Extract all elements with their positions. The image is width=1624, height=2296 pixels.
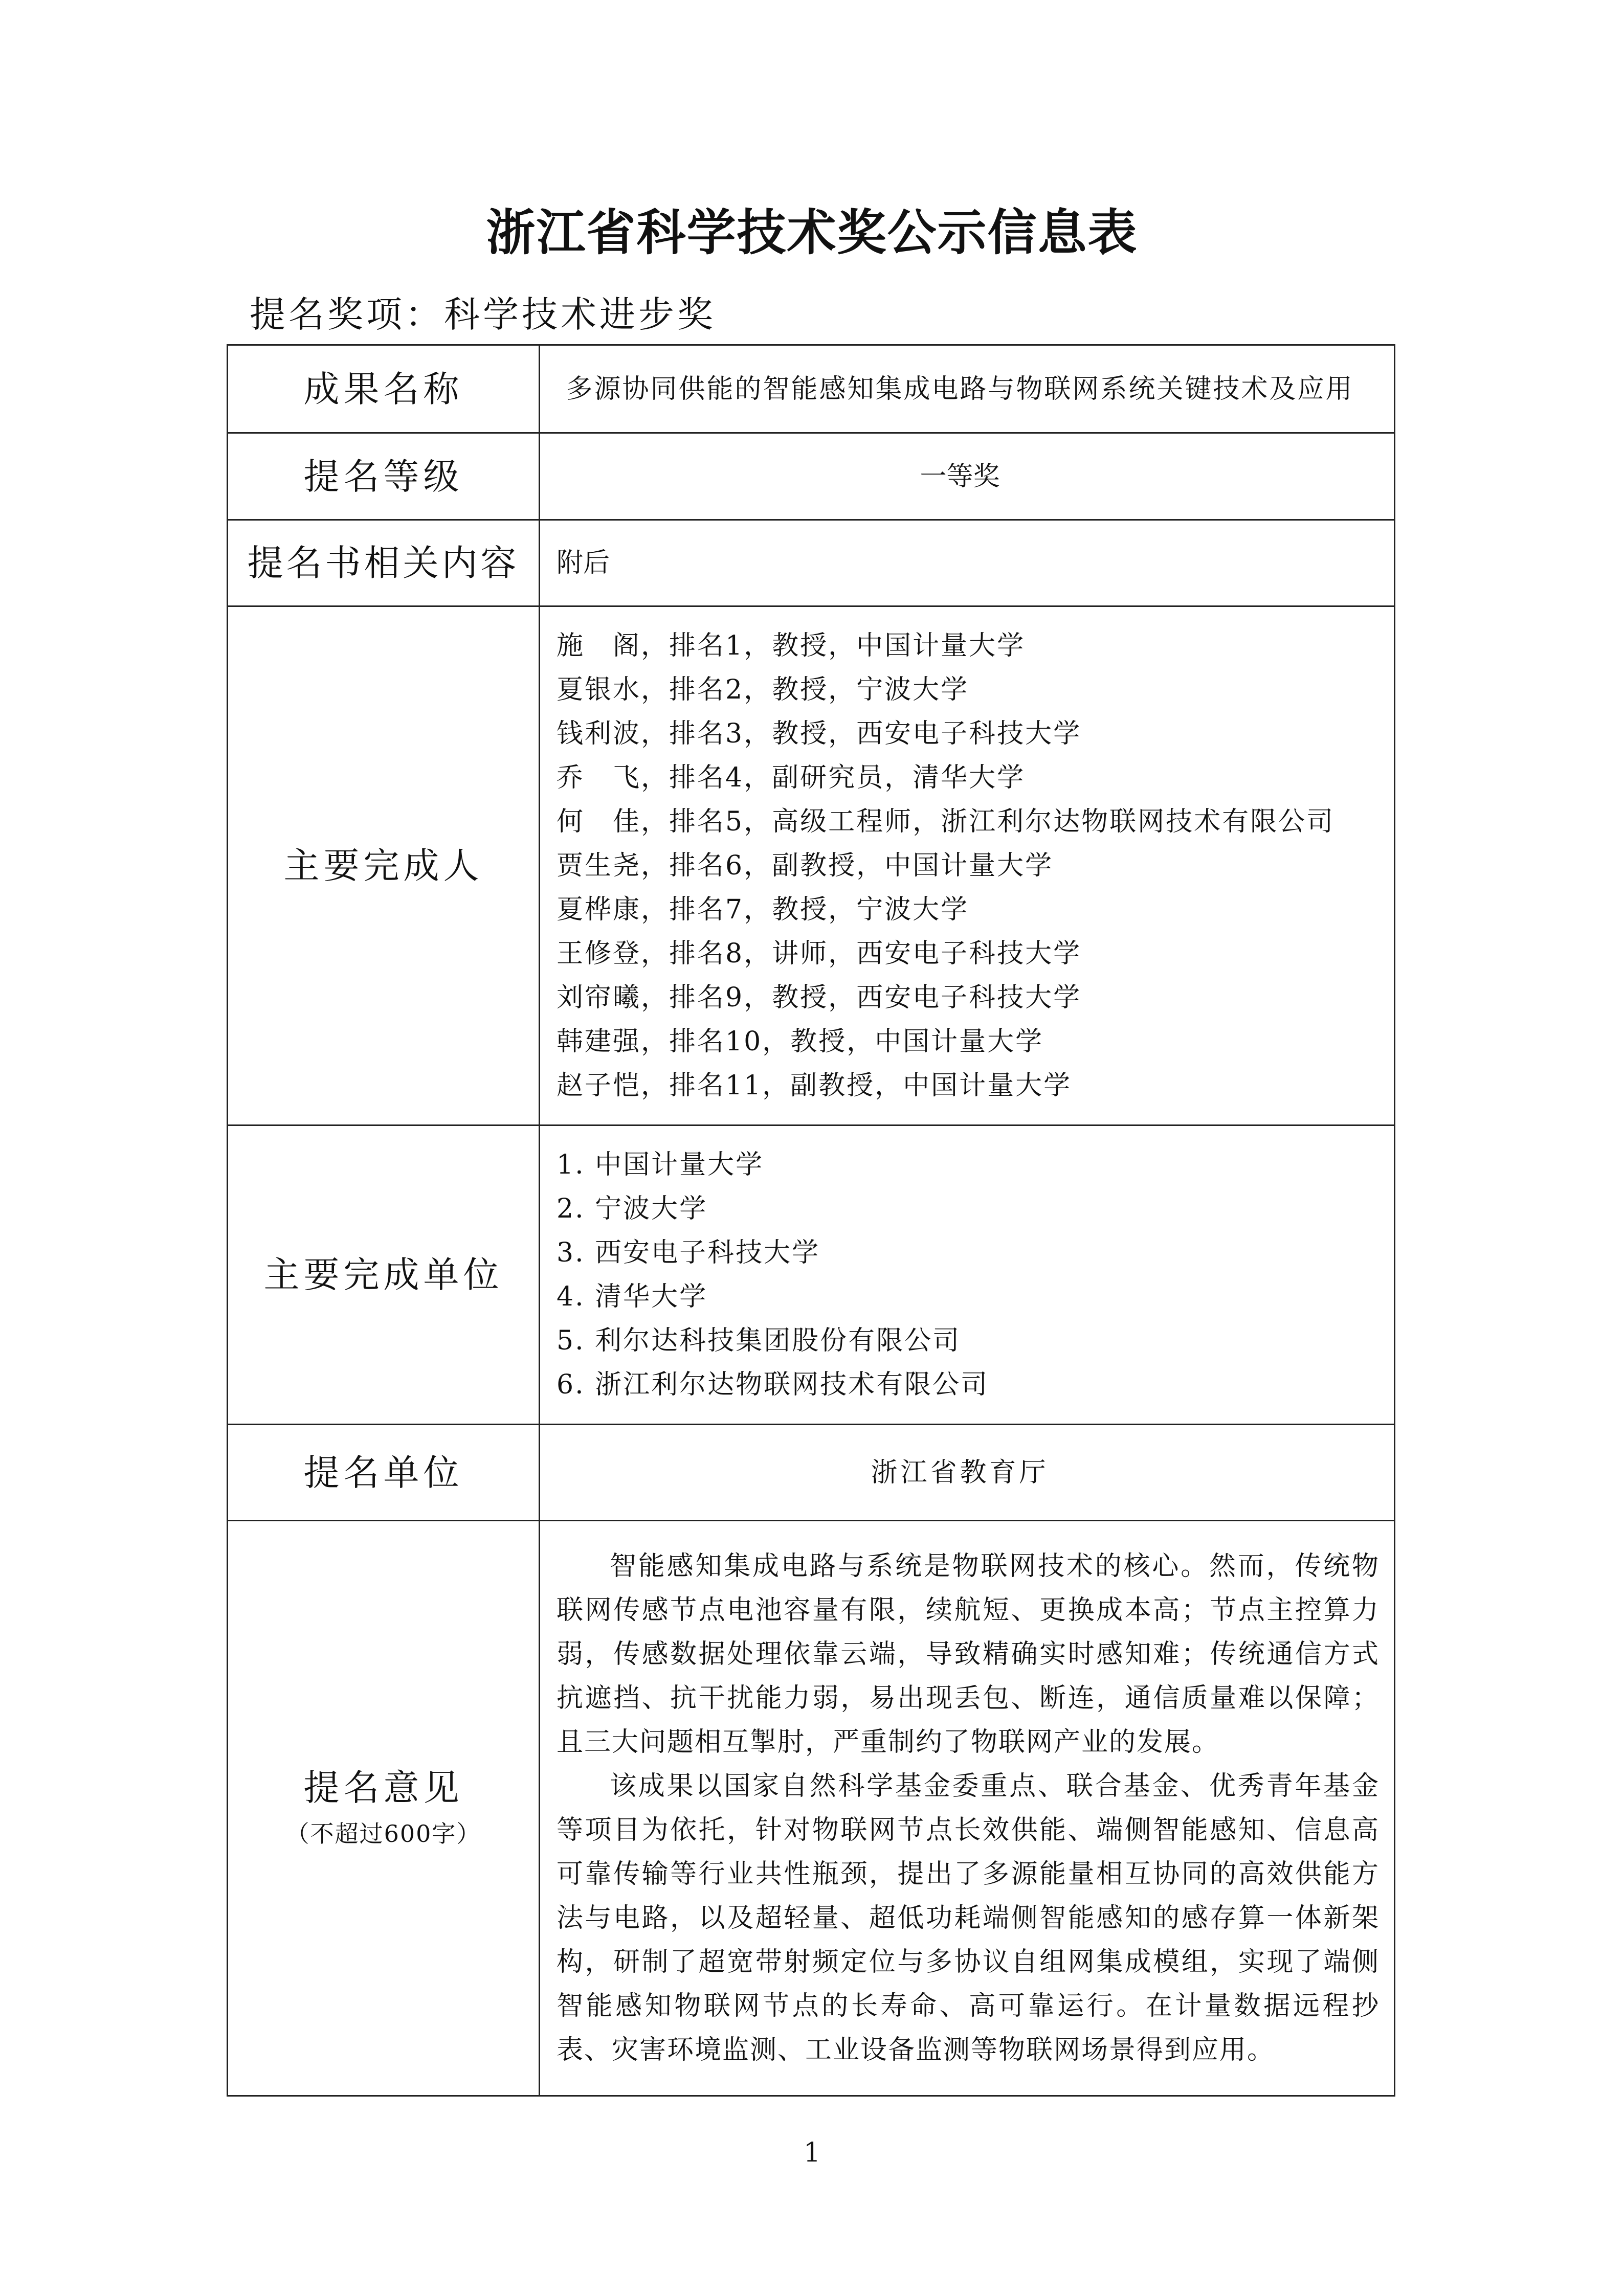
person-line: 夏银水，排名2，教授，宁波大学 (557, 674, 969, 705)
person-line: 钱利波，排名3，教授，西安电子科技大学 (557, 718, 1082, 749)
person-line: 韩建强，排名10，教授，中国计量大学 (557, 1026, 1044, 1057)
label-opinion-cell (228, 1521, 540, 2096)
value-related-content: 附后 (540, 520, 1395, 606)
row-nominator (228, 1425, 1395, 1521)
label-achievement-name: 成果名称 (228, 345, 540, 433)
person-line: 施 阁，排名1，教授，中国计量大学 (557, 631, 1026, 661)
row-main-persons (228, 606, 1395, 1126)
page-number: 1 (803, 2137, 821, 2168)
person-line: 王修登，排名8，讲师，西安电子科技大学 (557, 938, 1082, 969)
label-opinion-limit: （不超过600字） (285, 1820, 481, 1848)
value-achievement-name: 多源协同供能的智能感知集成电路与物联网系统关键技术及应用 (540, 345, 1395, 433)
value-opinion (540, 1521, 1395, 2096)
person-line: 刘帘曦，排名9，教授，西安电子科技大学 (557, 982, 1082, 1013)
person-line: 乔 飞，排名4，副研究员，清华大学 (557, 762, 1026, 793)
person-line: 何 佳，排名5，高级工程师，浙江利尔达物联网技术有限公司 (557, 806, 1335, 837)
person-line: 赵子恺，排名11，副教授，中国计量大学 (557, 1070, 1072, 1101)
award-item: 提名奖项：科学技术进步奖 (250, 294, 716, 335)
label-grade: 提名等级 (228, 433, 540, 520)
value-nominator: 浙江省教育厅 (540, 1425, 1395, 1521)
unit-line: 2. 宁波大学 (557, 1194, 708, 1224)
value-main-persons (540, 606, 1395, 1126)
label-opinion: 提名意见 (303, 1767, 463, 1809)
info-table (227, 344, 1395, 2097)
row-grade (228, 433, 1395, 520)
person-line: 夏桦康，排名7，教授，宁波大学 (557, 894, 969, 925)
unit-line: 3. 西安电子科技大学 (557, 1237, 820, 1268)
unit-line: 6. 浙江利尔达物联网技术有限公司 (557, 1369, 989, 1400)
unit-line: 1. 中国计量大学 (557, 1150, 764, 1180)
row-related-content (228, 520, 1395, 606)
row-opinion (228, 1521, 1395, 2096)
document-title: 浙江省科学技术奖公示信息表 (486, 204, 1138, 261)
row-achievement-name (228, 345, 1395, 433)
label-main-units: 主要完成单位 (228, 1126, 540, 1425)
unit-line: 5. 利尔达科技集团股份有限公司 (557, 1325, 961, 1356)
label-main-persons: 主要完成人 (228, 606, 540, 1126)
opinion-paragraph: 智能感知集成电路与系统是物联网技术的核心。然而，传统物联网传感节点电池容量有限，续航短、更换成本高；节点主控算力弱，传感数据处理依靠云端，导致精确实时感知难；传统通信方式抗遮挡、抗干扰能力弱，易出现丢包、断连，通信质量难以保障；且三大问题相互掣肘，严重制约了物联网产业的发展。 (557, 1551, 1380, 1758)
opinion-paragraph: 该成果以国家自然科学基金委重点、联合基金、优秀青年基金等项目为依托，针对物联网节点长效供能、端侧智能感知、信息高可靠传输等行业共性瓶颈，提出了多源能量相互协同的高效供能方法与电路，以及超轻量、超低功耗端侧智能感知的感存算一体新架构，研制了超宽带射频定位与多协议自组网集成模组，实现了端侧智能感知物联网节点的长寿命、高可靠运行。在计量数据远程抄表、灾害环境监测、工业设备监测等物联网场景得到应用。 (557, 1771, 1380, 2065)
row-main-units (228, 1126, 1395, 1425)
label-related-content: 提名书相关内容 (228, 520, 540, 606)
value-grade: 一等奖 (540, 433, 1395, 520)
label-nominator: 提名单位 (228, 1425, 540, 1521)
unit-line: 4. 清华大学 (557, 1281, 708, 1312)
value-main-units (540, 1126, 1395, 1425)
person-line: 贾生尧，排名6，副教授，中国计量大学 (557, 850, 1054, 881)
